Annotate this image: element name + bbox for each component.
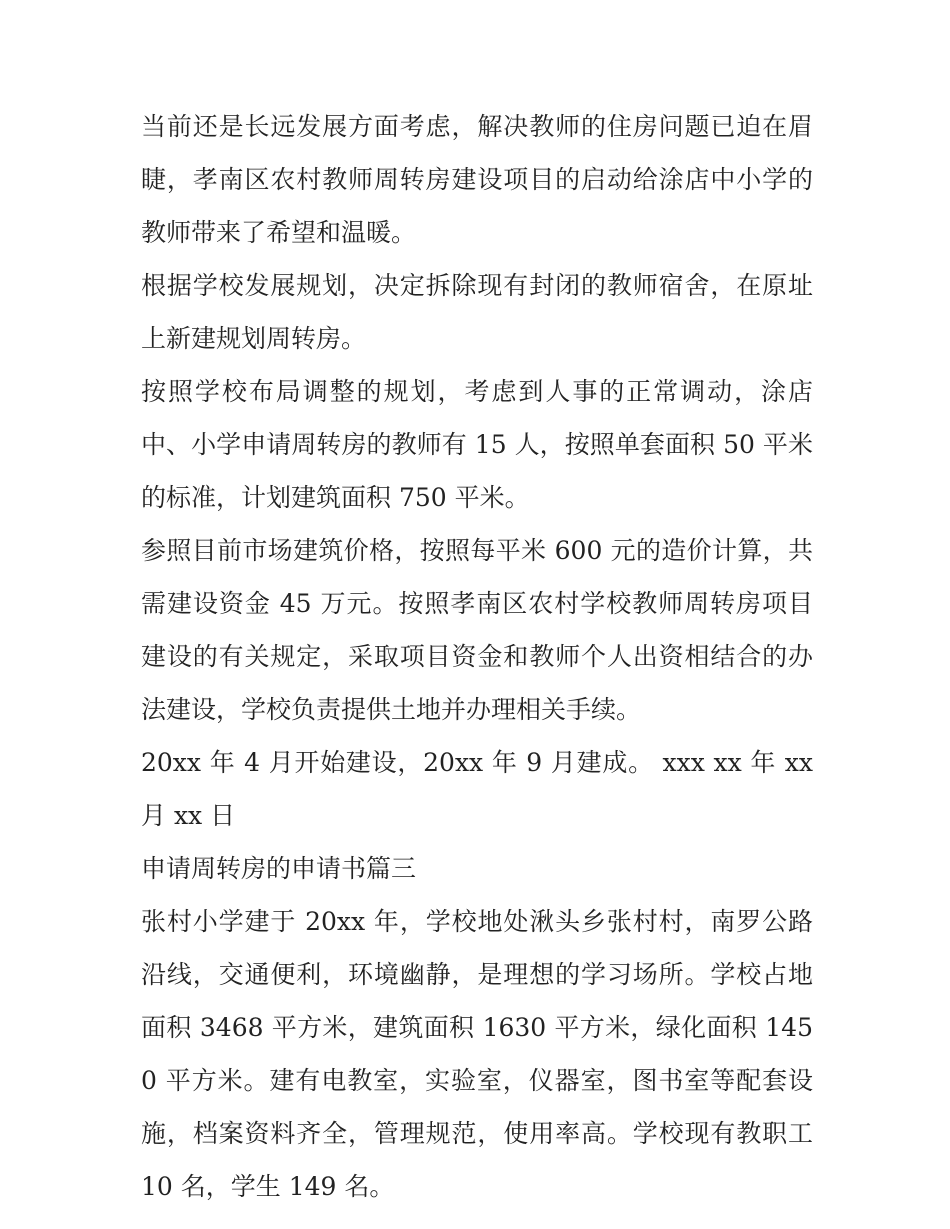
- paragraph-schedule-date: 20xx 年 4 月开始建设，20xx 年 9 月建成。 xxx xx 年 xx 月 xx 日: [141, 748, 813, 830]
- paragraph-funding: 参照目前市场建筑价格，按照每平米 600 元的造价计算，共需建设资金 45 万元。按照孝南区农村学校教师周转房项目建设的有关规定，采取项目资金和教师个人出资相结合的办法建设，学校负责提供土地并办理相关手续。: [141, 536, 813, 724]
- section-heading: 申请周转房的申请书篇三: [141, 854, 417, 883]
- document-body: [141, 100, 813, 1213]
- paragraph-housing-urgency: 当前还是长远发展方面考虑，解决教师的住房问题已迫在眉睫，孝南区农村教师周转房建设项目的启动给涂店中小学的教师带来了希望和温暖。: [141, 112, 813, 247]
- paragraph-demolish-rebuild: 根据学校发展规划，决定拆除现有封闭的教师宿舍，在原址上新建规划周转房。: [141, 271, 813, 353]
- paragraph-teacher-count-area: 按照学校布局调整的规划，考虑到人事的正常调动，涂店中、小学申请周转房的教师有 15 人，按照单套面积 50 平米的标准，计划建筑面积 750 平米。: [141, 377, 813, 512]
- paragraph-school-overview: 张村小学建于 20xx 年，学校地处湫头乡张村村，南罗公路沿线，交通便利，环境幽静，是理想的学习场所。学校占地面积 3468 平方米，建筑面积 1630 平方米，绿化面积 1450 平方米。建有电教室，实验室，仪器室，图书室等配套设施，档案资料齐全，管理规范，使用率高。学校现有教职工 10 名，学生 149 名。: [141, 907, 813, 1201]
